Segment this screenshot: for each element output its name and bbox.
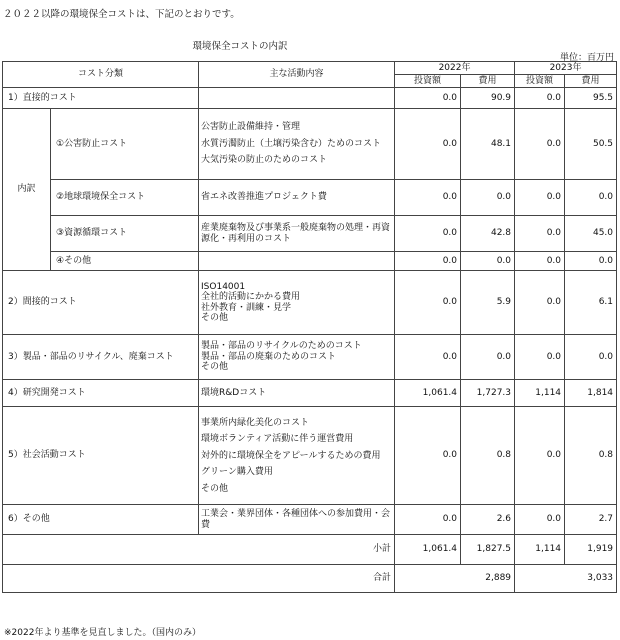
cell-other-sub-exp23: 0.0 xyxy=(565,252,617,271)
row-activities-pollution xyxy=(199,109,395,180)
cell-pollution-exp23: 50.5 xyxy=(565,109,617,180)
cell-other-exp23: 2.7 xyxy=(565,505,617,535)
header-main-activities: 主な活動内容 xyxy=(199,62,395,88)
cell-total-2023: 3,033 xyxy=(515,565,617,593)
cell-resource-inv23: 0.0 xyxy=(515,216,565,252)
cell-social-inv22: 0.0 xyxy=(395,407,461,505)
row-activities-global xyxy=(199,180,395,216)
row-activities-other xyxy=(199,505,395,535)
cell-other-sub-inv23: 0.0 xyxy=(515,252,565,271)
row-activities-rnd xyxy=(199,380,395,407)
row-label-other: 6）その他 xyxy=(3,505,199,535)
cost-table xyxy=(2,61,617,593)
cell-subtotal-exp22: 1,827.5 xyxy=(461,535,515,565)
table-row xyxy=(3,380,617,407)
row-label-global: ②地球環境保全コスト xyxy=(51,180,199,216)
table-row xyxy=(3,505,617,535)
total-label: 合計 xyxy=(3,565,395,593)
header-year-2023: 2023年 xyxy=(515,62,617,75)
cell-rnd-exp23: 1,814 xyxy=(565,380,617,407)
activity-item: 事業所内緑化美化のコスト xyxy=(201,418,310,429)
row-label-direct: 1）直接的コスト xyxy=(3,88,199,109)
cell-pollution-exp22: 48.1 xyxy=(461,109,515,180)
row-activities-direct xyxy=(199,88,395,109)
activity-item: 水質汚濁防止（土壌汚染含む）ためのコスト xyxy=(201,138,382,149)
cell-other-sub-inv22: 0.0 xyxy=(395,252,461,271)
cell-rnd-exp22: 1,727.3 xyxy=(461,380,515,407)
cell-recycle-inv22: 0.0 xyxy=(395,335,461,380)
total-row xyxy=(3,565,617,593)
cell-pollution-inv22: 0.0 xyxy=(395,109,461,180)
cell-recycle-exp23: 0.0 xyxy=(565,335,617,380)
row-label-pollution: ①公害防止コスト xyxy=(51,109,199,180)
table-row xyxy=(3,252,617,271)
cell-direct-inv22: 0.0 xyxy=(395,88,461,109)
activity-item: 環境R&Dコスト xyxy=(201,387,267,398)
cell-total-2022: 2,889 xyxy=(395,565,515,593)
cell-rnd-inv23: 1,114 xyxy=(515,380,565,407)
header-year-2022: 2022年 xyxy=(395,62,515,75)
activity-item: 社外教育・訓練・見学 xyxy=(201,302,292,313)
unit-label: 単位：百万円 xyxy=(559,53,614,63)
cell-direct-exp22: 90.9 xyxy=(461,88,515,109)
cell-recycle-inv23: 0.0 xyxy=(515,335,565,380)
activity-item: 製品・部品の廃棄のためのコスト xyxy=(201,351,337,362)
table-row xyxy=(3,335,617,380)
row-activities-other-sub xyxy=(199,252,395,271)
cell-subtotal-inv23: 1,114 xyxy=(515,535,565,565)
activity-item: 環境ボランティア活動に伴う運営費用 xyxy=(201,434,354,445)
activity-item: 省エネ改善推進プロジェクト費 xyxy=(201,192,327,203)
header-investment-2022: 投資額 xyxy=(395,75,461,88)
row-label-social: 5）社会活動コスト xyxy=(3,407,199,505)
breakdown-label: 内訳 xyxy=(3,109,51,271)
cell-global-exp23: 0.0 xyxy=(565,180,617,216)
row-activities-resource xyxy=(199,216,395,252)
subtotal-row xyxy=(3,535,617,565)
header-cost-category: コスト分類 xyxy=(3,62,199,88)
header-expense-2022: 費用 xyxy=(461,75,515,88)
table-row xyxy=(3,109,617,180)
cell-indirect-inv22: 0.0 xyxy=(395,271,461,335)
cell-other-exp22: 2.6 xyxy=(461,505,515,535)
table-row xyxy=(3,216,617,252)
cell-pollution-inv23: 0.0 xyxy=(515,109,565,180)
header-expense-2023: 費用 xyxy=(565,75,617,88)
activity-item: グリーン購入費用 xyxy=(201,467,273,478)
table-row xyxy=(3,271,617,335)
cell-subtotal-inv22: 1,061.4 xyxy=(395,535,461,565)
activity-item: 公害防止設備維持・管理 xyxy=(201,122,301,133)
activity-item: 全社的活動にかかる費用 xyxy=(201,292,301,303)
row-label-resource: ③資源循環コスト xyxy=(51,216,199,252)
cell-indirect-exp23: 6.1 xyxy=(565,271,617,335)
cell-recycle-exp22: 0.0 xyxy=(461,335,515,380)
activity-item: その他 xyxy=(201,312,229,323)
cell-other-inv22: 0.0 xyxy=(395,505,461,535)
activity-item: 工業会・業界団体・各種団体への参加費用・会費 xyxy=(201,509,391,530)
activity-item: 産業廃棄物及び事業系一般廃棄物の処理・再資源化・再利用のコスト xyxy=(201,223,391,244)
cell-subtotal-exp23: 1,919 xyxy=(565,535,617,565)
cell-resource-exp23: 45.0 xyxy=(565,216,617,252)
intro-text: ２０２２以降の環境保全コストは、下記のとおりです。 xyxy=(3,9,240,20)
row-activities-recycle xyxy=(199,335,395,380)
row-activities-social xyxy=(199,407,395,505)
table-caption: 環境保全コストの内訳 xyxy=(192,41,288,52)
row-label-rnd: 4）研究開発コスト xyxy=(3,380,199,407)
header-investment-2023: 投資額 xyxy=(515,75,565,88)
cell-rnd-inv22: 1,061.4 xyxy=(395,380,461,407)
cell-other-sub-exp22: 0.0 xyxy=(461,252,515,271)
table-row xyxy=(3,88,617,109)
cell-resource-exp22: 42.8 xyxy=(461,216,515,252)
table-row xyxy=(3,180,617,216)
cell-direct-exp23: 95.5 xyxy=(565,88,617,109)
cell-direct-inv23: 0.0 xyxy=(515,88,565,109)
cell-global-inv22: 0.0 xyxy=(395,180,461,216)
activity-item: 大気汚染の防止のためのコスト xyxy=(201,155,328,166)
cell-indirect-inv23: 0.0 xyxy=(515,271,565,335)
activity-item: 対外的に環境保全をアピールするための費用 xyxy=(201,450,381,461)
row-label-indirect: 2）間接的コスト xyxy=(3,271,199,335)
subtotal-label: 小計 xyxy=(3,535,395,565)
row-label-other-sub: ④その他 xyxy=(51,252,199,271)
cell-other-inv23: 0.0 xyxy=(515,505,565,535)
activity-item: その他 xyxy=(201,362,229,373)
cell-social-exp23: 0.8 xyxy=(565,407,617,505)
row-label-recycle: 3）製品・部品のリサイクル、廃棄コスト xyxy=(3,335,199,380)
cell-indirect-exp22: 5.9 xyxy=(461,271,515,335)
cell-social-inv23: 0.0 xyxy=(515,407,565,505)
table-row xyxy=(3,407,617,505)
cell-social-exp22: 0.8 xyxy=(461,407,515,505)
activity-item: その他 xyxy=(201,483,229,494)
activity-item: 製品・部品のリサイクルのためのコスト xyxy=(201,341,362,352)
row-activities-indirect xyxy=(199,271,395,335)
cell-resource-inv22: 0.0 xyxy=(395,216,461,252)
footnote: ※2022年より基準を見直しました。（国内のみ） xyxy=(4,628,201,638)
activity-item: ISO14001 xyxy=(201,281,246,292)
cell-global-inv23: 0.0 xyxy=(515,180,565,216)
cell-global-exp22: 0.0 xyxy=(461,180,515,216)
